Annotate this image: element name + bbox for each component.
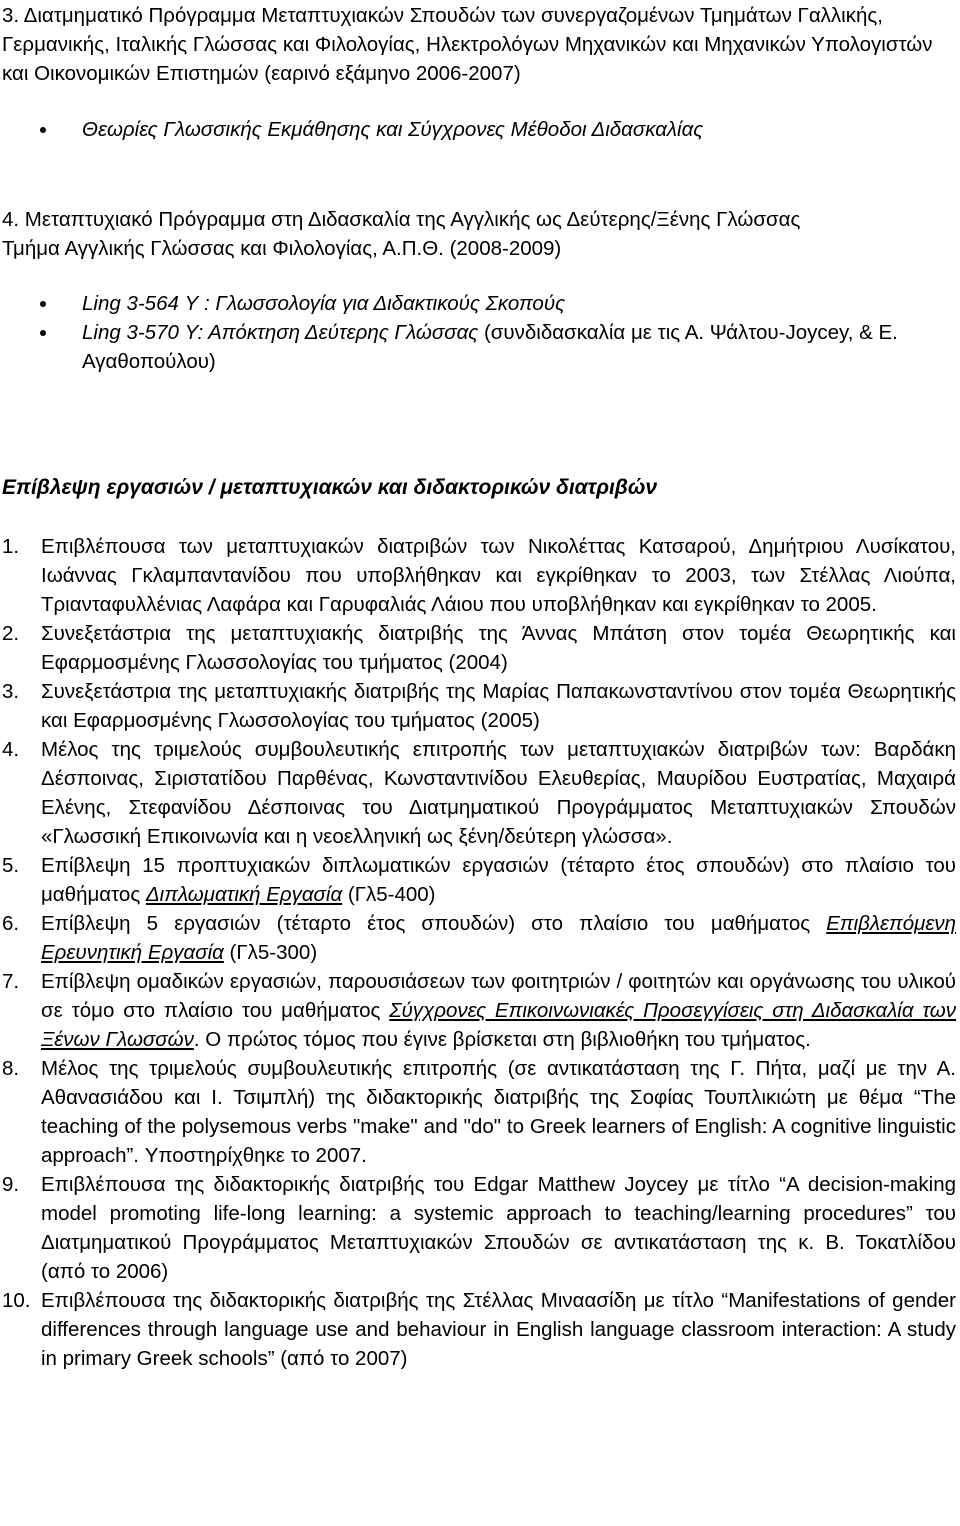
item-number: 6.	[2, 912, 20, 935]
item-text-end: . Ο πρώτος τόμος που έγινε βρίσκεται στη βιβλιοθήκη του τμήματος.	[193, 1028, 811, 1051]
item-text: Επίβλεψη 15 προπτυχιακών διπλωματικών εργασιών (τέταρτο έτος σπουδών) στο πλαίσιο του μαθήματος	[41, 854, 956, 906]
item-number: 1.	[2, 535, 20, 558]
course-title: Διπλωματική Εργασία	[145, 883, 343, 906]
section-4-title: 4. Μεταπτυχιακό Πρόγραμμα στη Διδασκαλία της Αγγλικής ως Δεύτερης/Ξένης Γλώσσας	[2, 208, 801, 231]
item-text: Συνεξετάστρια της μεταπτυχιακής διατριβής της Άννας Μπάτση στον τομέα Θεωρητικής και Εφαρμοσμένης Γλωσσολογίας του τμήματος (2004)	[41, 622, 956, 674]
list-item	[0, 619, 956, 677]
section-heading: Επίβλεψη εργασιών / μεταπτυχιακών και διδακτορικών διατριβών	[2, 476, 658, 499]
list-item	[0, 289, 948, 318]
course-title: Επιβλεπόμενη Ερευνητική Εργασία	[41, 912, 956, 964]
list-item	[0, 1286, 956, 1373]
list-item	[0, 1170, 956, 1286]
bullet-icon	[40, 301, 46, 307]
section-3-title: 3. Διατμηματικό Πρόγραμμα Μεταπτυχιακών Σπουδών των συνεργαζομένων Τμημάτων Γαλλικής, Γερμανικής, Ιταλικής Γλώσσας και Φιλολογίας, Ηλεκτρολόγων Μηχανικών και Μηχανικών Υπολογιστών και Οικονομικών Επιστημών (εαρινό εξάμηνο 2006-2007)	[2, 4, 933, 85]
item-number: 9.	[2, 1173, 20, 1196]
item-text: Μέλος της τριμελούς συμβουλευτικής επιτροπής των μεταπτυχιακών διατριβών των: Βαρδάκη Δέσποινας, Σιριστατίδου Παρθένας, Κωνσταντινίδου Ελευθερίας, Μαυρίδου Ευστρατίας, Μαχαιρά Ελένης, Στεφανίδου Δέσποινας του Διατμηματικού Προγράμματος Μεταπτυχιακών Σπουδών «Γλωσσική Επικοινωνία και η νεοελληνική ως ξένη/δεύτερη γλώσσα».	[41, 738, 956, 848]
item-text: Επίβλεψη ομαδικών εργασιών, παρουσιάσεων των φοιτητριών / φοιτητών και οργάνωσης του υλικού σε τόμο στο πλαίσιο του μαθήματος	[41, 970, 956, 1022]
item-text: Επίβλεψη 5 εργασιών (τέταρτο έτος σπουδών) στο πλαίσιο του μαθήματος	[41, 912, 827, 935]
list-item	[0, 851, 956, 909]
list-item	[0, 1054, 956, 1170]
section-4-department: Τμήμα Αγγλικής Γλώσσας και Φιλολογίας, Α.Π.Θ. (2008-2009)	[2, 237, 562, 260]
item-number: 10.	[2, 1289, 31, 1312]
item-text: Μέλος της τριμελούς συμβουλευτικής επιτροπής (σε αντικατάσταση της Γ. Πήτα, μαζί με την Α. Αθανασιάδου και Ι. Τσιμπλή) της διδακτορικής διατριβής της Σοφίας Τουπλικιώτη με θέμα “The teaching of the polysemous verbs "make" and "do" to Greek learners of English: A cognitive linguistic approach”. Υποστηρίχθηκε το 2007.	[41, 1057, 956, 1167]
item-number: 8.	[2, 1057, 20, 1080]
course-title: Ling 3-570 Υ: Απόκτηση Δεύτερης Γλώσσας	[82, 321, 479, 344]
list-item	[0, 318, 948, 376]
item-number: 3.	[2, 680, 20, 703]
list-item	[0, 735, 956, 851]
item-text: Επιβλέπουσα των μεταπτυχιακών διατριβών των Νικολέττας Κατσαρού, Δημήτριου Λυσίκατου, Ιωάννας Γκλαμπαντανίδου που υποβλήθηκαν και εγκρίθηκαν το 2003, των Στέλλας Λιούπα, Τριανταφυλλένιας Λαφάρα και Γαρυφαλιάς Λάιου που υποβλήθηκαν και εγκρίθηκαν το 2005.	[41, 535, 956, 616]
section-3	[0, 1, 948, 144]
bullet-icon	[40, 127, 46, 133]
item-text-end: (Γλ5-400)	[342, 883, 436, 906]
course-note: (συνδιδασκαλία με τις Α. Ψάλτου-Joycey, & Ε. Αγαθοπούλου)	[82, 321, 898, 373]
list-item	[0, 677, 956, 735]
course-title: Ling 3-564 Υ : Γλωσσολογία για Διδακτικούς Σκοπούς	[82, 292, 566, 315]
course-title: Θεωρίες Γλωσσικής Εκμάθησης και Σύγχρονες Μέθοδοι Διδασκαλίας	[82, 118, 704, 141]
bullet-icon	[40, 330, 46, 336]
item-text: Επιβλέπουσα της διδακτορικής διατριβής της Στέλλας Μιναασίδη με τίτλο “Manifestations of gender differences through language use and behaviour in English language classroom interaction: A study in primary Greek schools” (από το 2007)	[41, 1289, 956, 1370]
supervision-list	[0, 532, 956, 1373]
list-item	[0, 115, 948, 144]
section-4-bullets	[0, 289, 948, 376]
item-number: 5.	[2, 854, 20, 877]
list-item	[0, 909, 956, 967]
item-text-end: (Γλ5-300)	[223, 941, 318, 964]
section-3-bullets	[0, 115, 948, 144]
list-item	[0, 967, 956, 1054]
item-number: 7.	[2, 970, 20, 993]
item-number: 4.	[2, 738, 20, 761]
section-4	[0, 205, 948, 376]
course-title: Σύγχρονες Επικοινωνιακές Προσεγγίσεις στη Διδασκαλία των Ξένων Γλωσσών	[41, 999, 956, 1051]
item-text: Συνεξετάστρια της μεταπτυχιακής διατριβής της Μαρίας Παπακωνσταντίνου στον τομέα Θεωρητικής και Εφαρμοσμένης Γλωσσολογίας του τμήματος (2005)	[41, 680, 956, 732]
item-text: Επιβλέπουσα της διδακτορικής διατριβής του Edgar Matthew Joycey με τίτλο “A decision-making model promoting life-long learning: a systemic approach to teaching/learning procedures” του Διατμηματικού Προγράμματος Μεταπτυχιακών Σπουδών σε αντικατάσταση της κ. Β. Τοκατλίδου (από το 2006)	[41, 1173, 956, 1283]
list-item	[0, 532, 956, 619]
item-number: 2.	[2, 622, 20, 645]
